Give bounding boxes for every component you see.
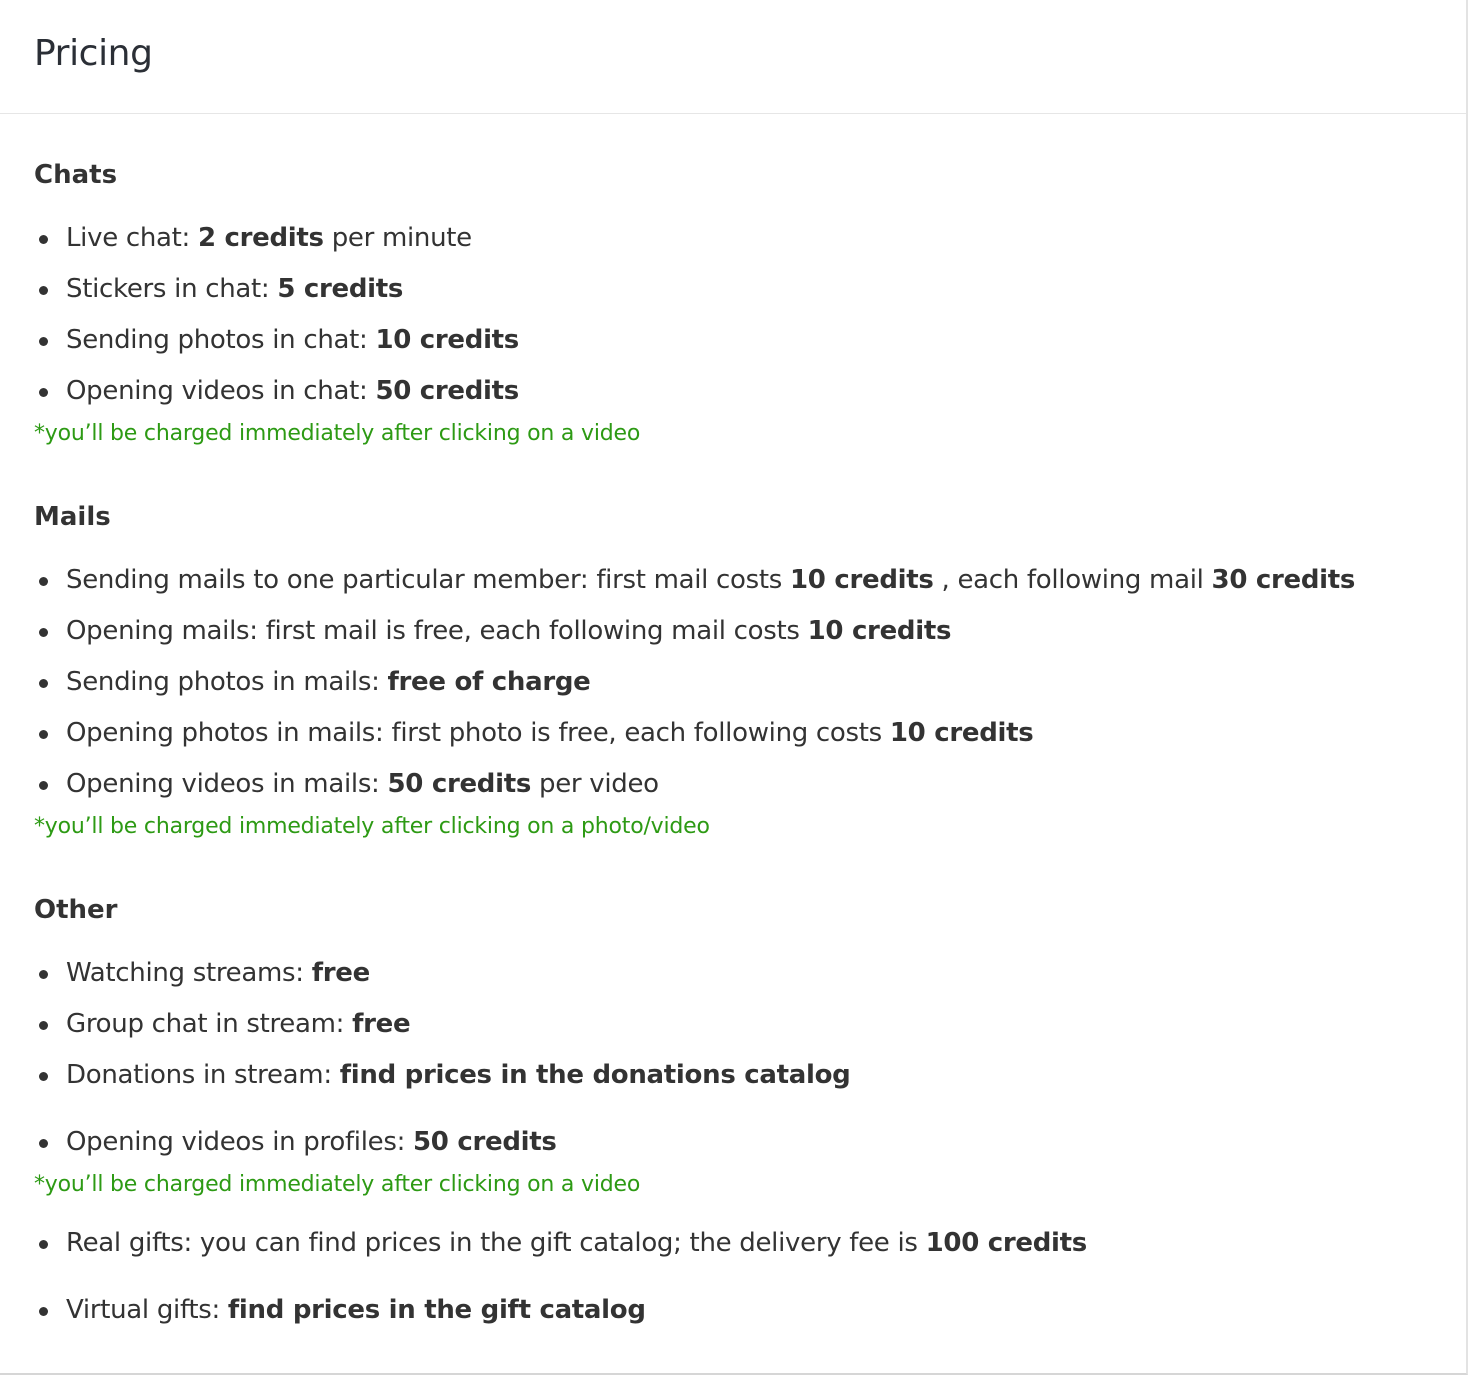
item-label: Virtual gifts: xyxy=(66,1295,228,1325)
chats-section xyxy=(34,157,1466,451)
price-item-chat-videos xyxy=(34,366,1466,417)
section-title-mails: Mails xyxy=(34,502,111,532)
section-title-chats: Chats xyxy=(34,160,118,190)
item-label: Opening videos in chat: xyxy=(66,376,376,406)
item-price: free of charge xyxy=(387,667,591,697)
price-item-streams xyxy=(34,948,1466,999)
item-price: 50 credits xyxy=(413,1127,557,1157)
item-price: 50 credits xyxy=(375,376,519,406)
price-item-profile-videos xyxy=(34,1117,1466,1168)
charge-note: *you’ll be charged immediately after clicking on a video xyxy=(34,421,641,446)
page-title: Pricing xyxy=(34,33,153,74)
item-label: Sending photos in mails: xyxy=(66,667,388,697)
item-label: Donations in stream: xyxy=(66,1060,340,1090)
price-item-stickers xyxy=(34,264,1466,315)
item-price: 10 credits xyxy=(889,718,1034,748)
price-item-live-chat xyxy=(34,213,1466,264)
price-item-mail-videos xyxy=(34,759,1466,810)
item-label: Opening videos in mails: xyxy=(66,769,388,799)
item-label: Opening mails: first mail is free, each following mail costs xyxy=(66,616,808,646)
price-item-opening-mails xyxy=(34,606,1466,657)
item-middle: , each following mail xyxy=(933,565,1212,595)
price-item-real-gifts xyxy=(34,1218,1466,1269)
price-item-sending-mails xyxy=(34,555,1466,606)
section-title-other: Other xyxy=(34,895,118,925)
price-item-mail-photos-opening xyxy=(34,708,1466,759)
other-section xyxy=(34,892,1466,1336)
item-price: 100 credits xyxy=(925,1228,1087,1258)
charge-note: *you’ll be charged immediately after clicking on a video xyxy=(34,1172,641,1197)
chats-list xyxy=(34,213,1466,417)
item-label: Opening videos in profiles: xyxy=(66,1127,414,1157)
price-item-donations xyxy=(34,1050,1466,1101)
item-label: Live chat: xyxy=(66,223,198,253)
price-item-virtual-gifts xyxy=(34,1285,1466,1336)
price-item-group-chat xyxy=(34,999,1466,1050)
item-label: Opening photos in mails: first photo is free, each following costs xyxy=(66,718,890,748)
mails-list xyxy=(34,555,1466,810)
charge-note: *you’ll be charged immediately after clicking on a photo/video xyxy=(34,814,710,839)
price-item-mail-photos-sending xyxy=(34,657,1466,708)
item-label: Sending mails to one particular member: first mail costs xyxy=(66,565,791,595)
other-list xyxy=(34,948,1466,1101)
item-price: 2 credits xyxy=(197,223,324,253)
item-price: 50 credits xyxy=(387,769,532,799)
price-item-chat-photos xyxy=(34,315,1466,366)
item-price: find prices in the gift catalog xyxy=(227,1295,646,1325)
item-label: Watching streams: xyxy=(66,958,312,988)
item-label: Sending photos in chat: xyxy=(66,325,376,355)
item-price: 5 credits xyxy=(277,274,404,304)
other-list-real-gifts xyxy=(34,1218,1466,1269)
item-price: find prices in the donations catalog xyxy=(339,1060,851,1090)
item-price: 10 credits xyxy=(807,616,952,646)
item-price-secondary: 30 credits xyxy=(1211,565,1356,595)
other-list-profile-videos xyxy=(34,1117,1466,1168)
other-list-virtual-gifts xyxy=(34,1285,1466,1336)
item-price: free xyxy=(311,958,370,988)
item-label: Group chat in stream: xyxy=(66,1009,353,1039)
item-price: 10 credits xyxy=(375,325,519,355)
mails-section xyxy=(34,499,1466,844)
item-label: Real gifts: you can find prices in the gift catalog; the delivery fee is xyxy=(66,1228,926,1258)
item-label: Stickers in chat: xyxy=(66,274,278,304)
item-price: free xyxy=(352,1009,411,1039)
panel-header xyxy=(0,0,1466,114)
item-suffix: per minute xyxy=(323,223,472,253)
pricing-content xyxy=(0,114,1466,1336)
item-price: 10 credits xyxy=(790,565,934,595)
item-suffix: per video xyxy=(531,769,659,799)
